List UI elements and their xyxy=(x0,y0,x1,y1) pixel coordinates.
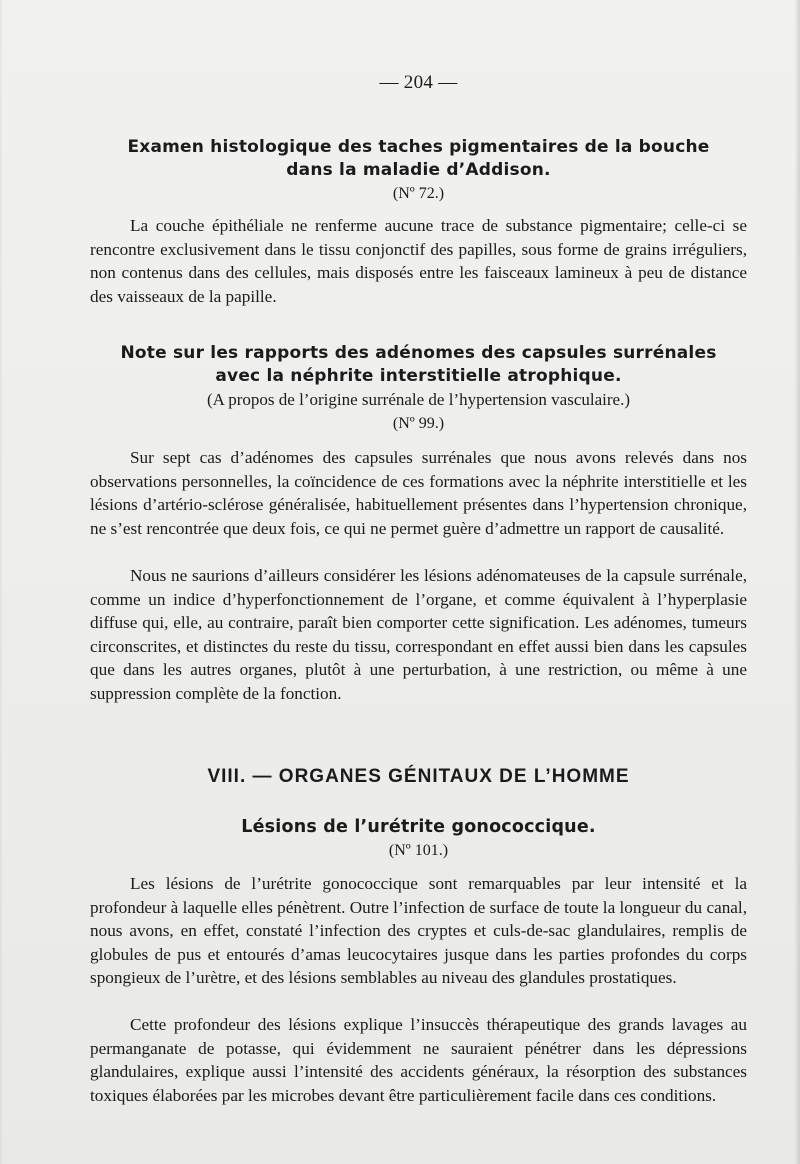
section-subtitle: (A propos de l’origine surrénale de l’hypertension vasculaire.) xyxy=(207,390,630,409)
body-paragraph: Cette profondeur des lésions explique l’insuccès thérapeutique des grands lavages au permanganate de potasse, qui évidemment ne sauraient pénétrer dans les dépressions glandulaires, explique aussi l’intensité des accidents généraux, la résorption des substances toxiques élaborées par les microbes devant être particulièrement facile dans ces conditions. xyxy=(90,1015,747,1105)
section-title-line: Examen histologique des taches pigmentaires de la bouche xyxy=(127,137,710,157)
section-reference: (Nº 99.) xyxy=(392,415,445,432)
page-right-edge xyxy=(794,0,800,1164)
page-left-edge xyxy=(0,0,3,1164)
section-reference: (Nº 72.) xyxy=(392,185,445,202)
section-title-line: Note sur les rapports des adénomes des capsules surrénales xyxy=(120,343,717,363)
body-paragraph: Sur sept cas d’adénomes des capsules surrénales que nous avons relevés dans nos observations personnelles, la coïncidence de ces formations avec la néphrite interstitielle et les lésions d’artério-sclérose généralisée, habituellement présentes dans l’hypertension chronique, ne s’est rencontrée que deux fois, ce qui ne permet guère d’admettre un rapport de causalité. xyxy=(90,448,747,538)
section-title-line: avec la néphrite interstitielle atrophique. xyxy=(215,366,622,386)
section-title-line: dans la maladie d’Addison. xyxy=(286,160,551,180)
chapter-title: VIII. — ORGANES GÉNITAUX DE L’HOMME xyxy=(207,766,630,787)
body-paragraph: Nous ne saurions d’ailleurs considérer les lésions adénomateuses de la capsule surrénale, comme un indice d’hyperfonctionnement de l’organe, et comme équivalent à l’hyperplasie diffuse qui, elle, au contraire, paraît bien comporter cette signification. Les adénomes, tumeurs circonscrites, et distinctes du reste du tissu, correspondant en effet aussi bien dans les capsules que dans les autres organes, plutôt à une perturbation, à une restriction, ou même à une suppression complète de la fonction. xyxy=(90,566,747,703)
section-title-line: Lésions de l’urétrite gonococcique. xyxy=(241,817,596,837)
page-number: — 204 — xyxy=(379,72,458,93)
body-paragraph: Les lésions de l’urétrite gonococcique sont remarquables par leur intensité et la profondeur à laquelle elles pénètrent. Outre l’infection de surface de toute la longueur du canal, nous avons, en effet, constaté l’infection des cryptes et culs-de-sac glandulaires, remplis de globules de pus et entourés d’amas leucocytaires jusque dans les parties profondes du corps spongieux de l’urètre, et des lésions semblables au niveau des glandules prostatiques. xyxy=(90,874,747,988)
body-paragraph: La couche épithéliale ne renferme aucune trace de substance pigmentaire; celle-ci se rencontre exclusivement dans le tissu conjonctif des papilles, sous forme de grains irréguliers, non contenus dans des cellules, mais disposés entre les faisceaux lamineux à peu de distance des vaisseaux de la papille. xyxy=(90,216,747,306)
section-reference: (Nº 101.) xyxy=(388,842,449,859)
